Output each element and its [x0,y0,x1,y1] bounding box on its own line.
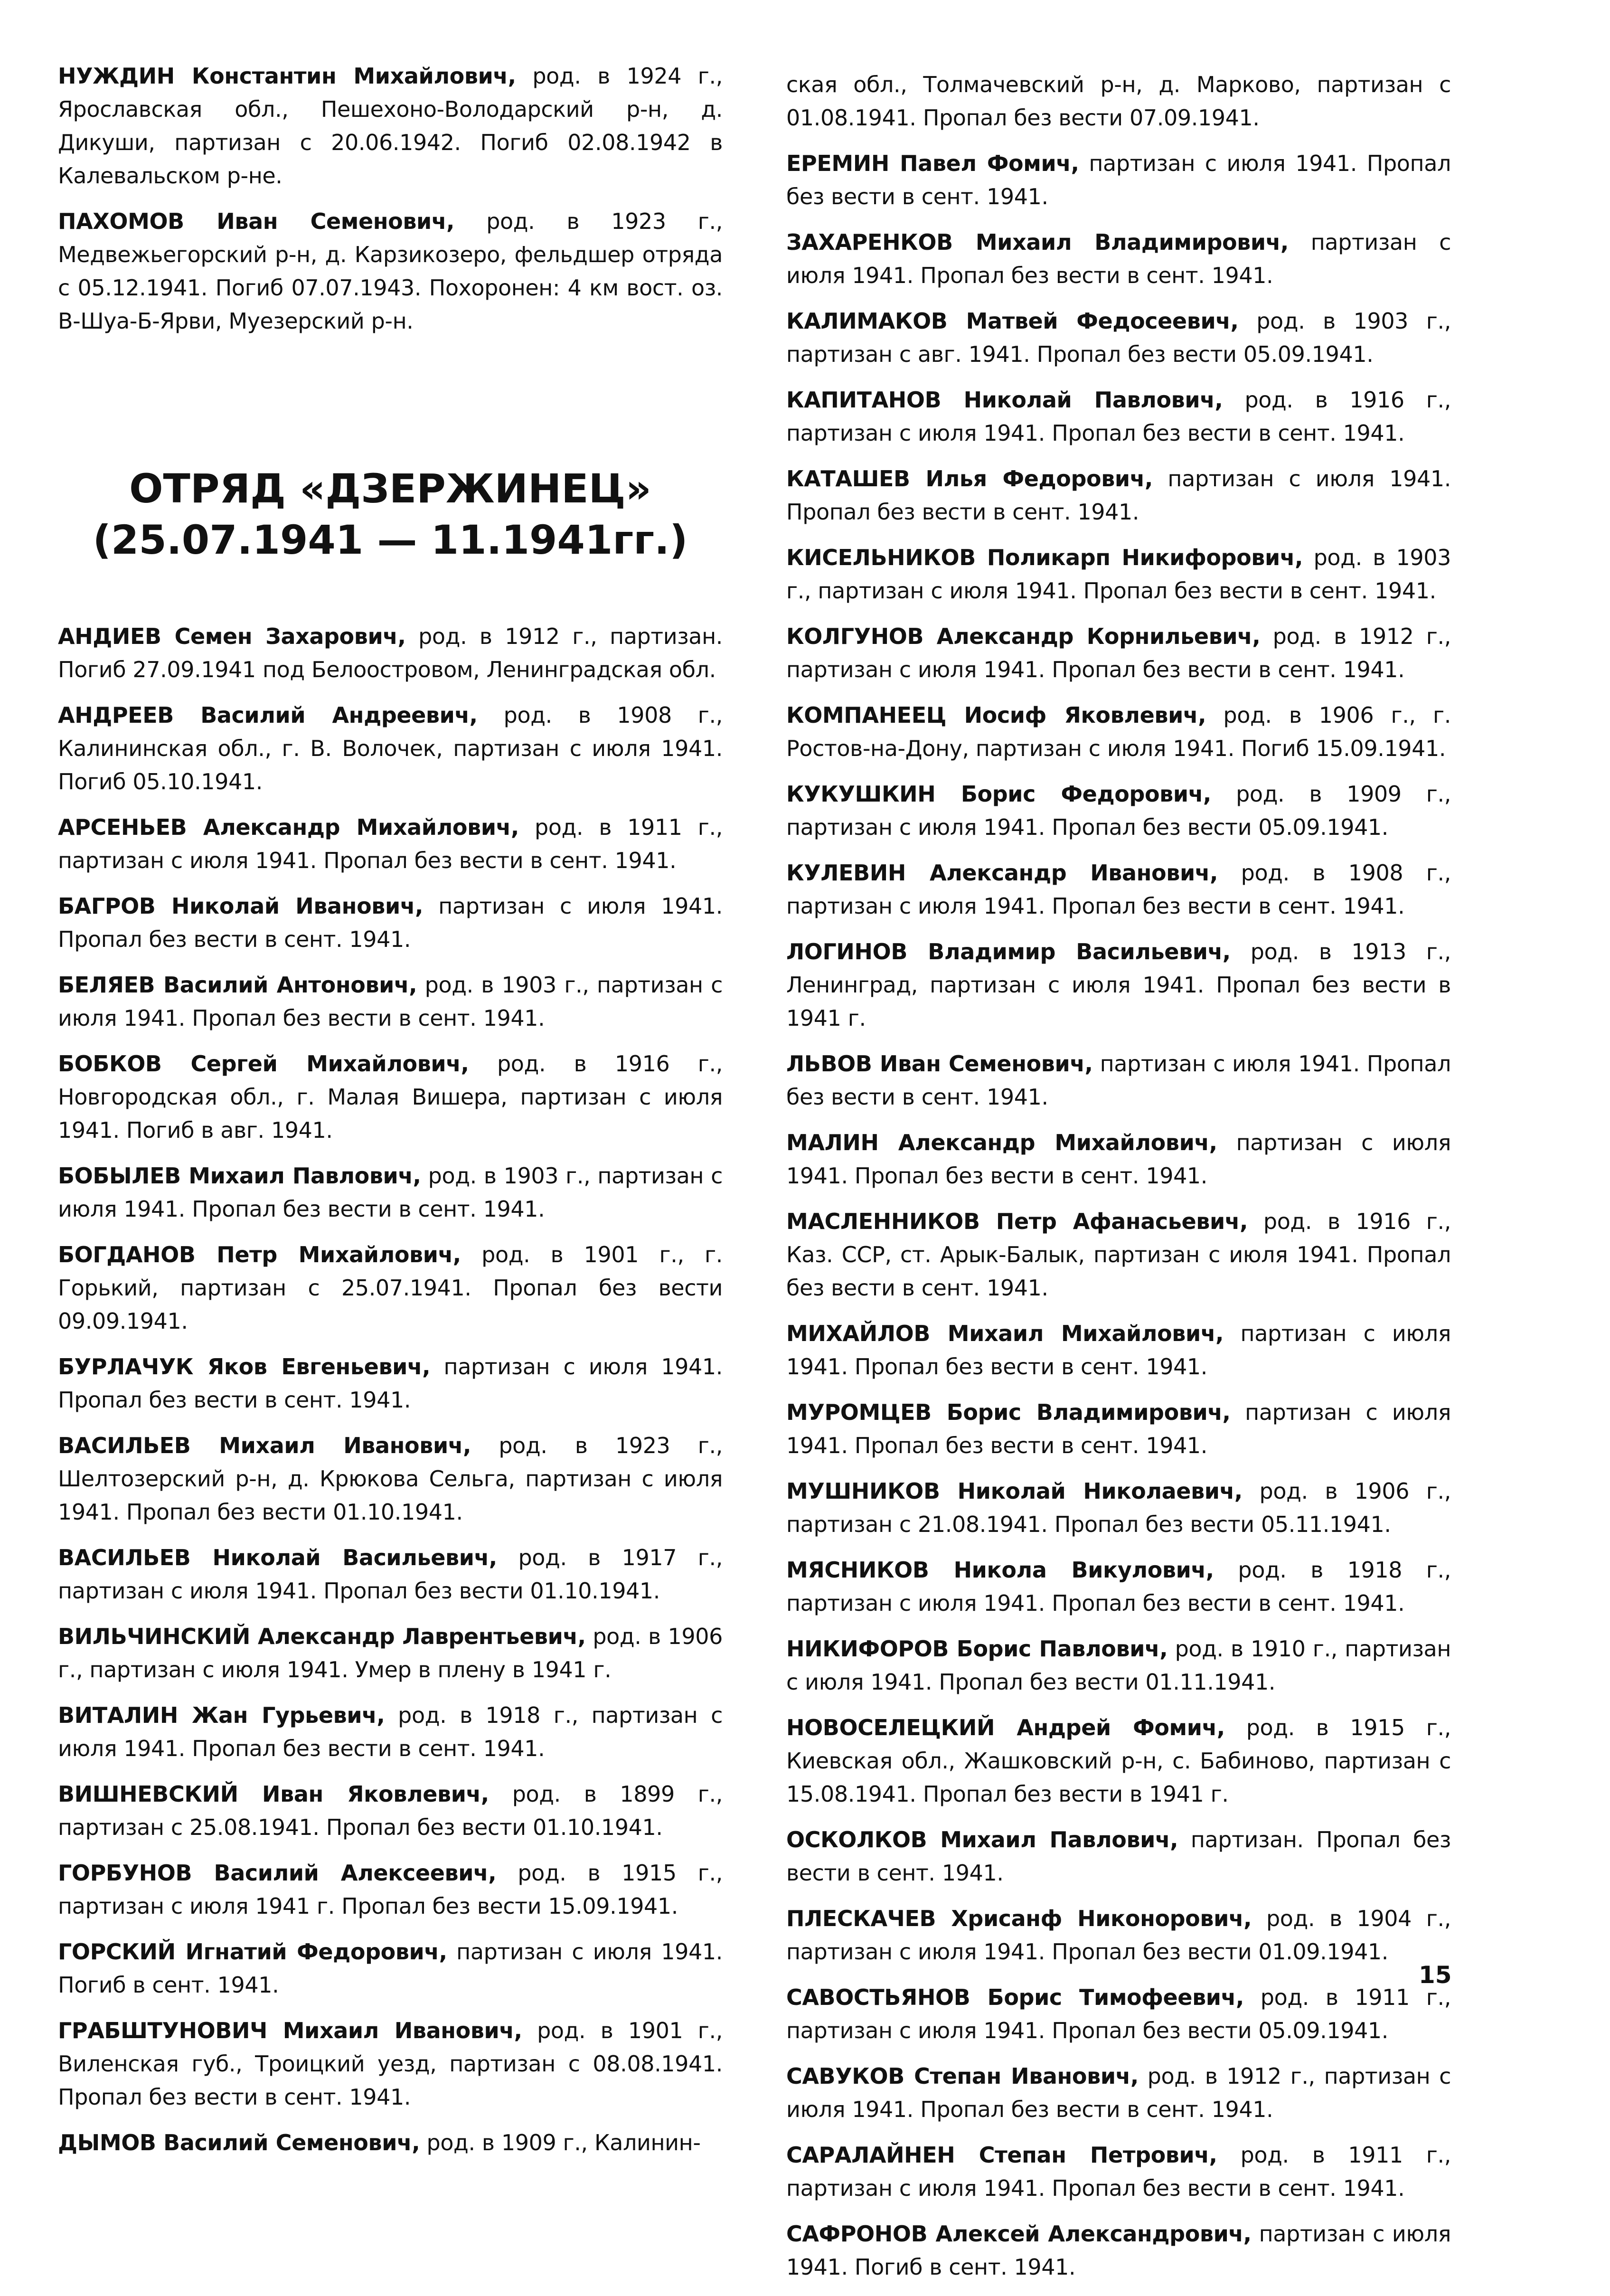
entry-text: партизан с июля 1941. Пропал без вести в сент. 1941. [786,151,1451,209]
section-title-line2: (25.07.1941 — 11.1941гг.) [93,517,688,563]
entry [58,699,723,798]
entry [58,1935,723,2002]
entry-name: АНДРЕЕВ Василий Андреевич, [58,702,478,728]
entry [58,811,723,877]
entry-name: КАПИТАНОВ Николай Павлович, [786,387,1223,413]
entry-name: МУШНИКОВ Николай Николаевич, [786,1478,1243,1504]
entry-name: КАЛИМАКОВ Матвей Федосеевич, [786,308,1239,334]
entry-name: САВОСТЬЯНОВ Борис Тимофеевич, [786,1984,1244,2010]
right-column-entries [786,68,1451,2296]
entry [786,147,1451,213]
entry [786,1474,1451,1541]
entry-text: род. в 1923 г., Шелтозерский р-н, д. Крюкова Сельга, партизан с июля 1941. Пропал без вести 01.10.1941. [58,1433,723,1525]
entry-name: КОЛГУНОВ Александр Корнильевич, [786,624,1261,649]
entry-text: род. в 1910 г., партизан с июля 1941. Пропал без вести 01.11.1941. [786,1636,1451,1695]
entry-name: КУЛЕВИН Александр Иванович, [786,860,1218,886]
entry-text: род. в 1909 г., партизан с июля 1941. Пропал без вести 05.09.1941. [786,781,1451,840]
entry-name: БУРЛАЧУК Яков Евгеньевич, [58,1354,431,1379]
entry [786,1823,1451,1890]
entry-text: партизан с июля 1941. Пропал без вести в сент. 1941. [786,1321,1451,1379]
entry-name: ВИШНЕВСКИЙ Иван Яковлевич, [58,1781,489,1807]
entry-text: род. в 1924 г., Ярославская обл., Пешехоно-Володарский р-н, д. Дикуши, партизан с 20.06.1942. Погиб 02.08.1942 в Калевальском р-не. [58,63,723,189]
entry-name: АРСЕНЬЕВ Александр Михайлович, [58,814,519,840]
entry [786,1553,1451,1620]
entry-name: МИХАЙЛОВ Михаил Михайлович, [786,1321,1224,1346]
entry-name: САВУКОВ Степан Иванович, [786,2063,1139,2089]
entry-text: род. в 1916 г., партизан с июля 1941. Пропал без вести в сент. 1941. [786,387,1451,446]
entry-text: партизан с июля 1941. Пропал без вести в сент. 1941. [786,1051,1451,1110]
entry-name: ВИЛЬЧИНСКИЙ Александр Лаврентьевич, [58,1624,586,1649]
entry-name: САФРОНОВ Алексей Александрович, [786,2221,1252,2247]
entry-text: род. в 1912 г., партизан. Погиб 27.09.1941 под Белоостровом, Ленинградская обл. [58,624,723,682]
entry-name: ВАСИЛЬЕВ Николай Васильевич, [58,1545,497,1570]
top-left-entries [58,59,723,350]
entry [58,968,723,1035]
entry [58,1238,723,1338]
entry [786,1981,1451,2047]
entry [786,856,1451,923]
entry-text: род. в 1916 г., Каз. ССР, ст. Арык-Балык, партизан с июля 1941. Пропал без вести в сент. 1941. [786,1209,1451,1301]
entry [58,2126,723,2159]
entry-name: КИСЕЛЬНИКОВ Поликарп Никифорович, [786,545,1303,570]
entry-name: БОБЫЛЕВ Михаил Павлович, [58,1163,421,1189]
entry-text: род. в 1903 г., партизан с июля 1941. Пропал без вести в сент. 1941. [786,545,1451,604]
entry-name: АНДИЕВ Семен Захарович, [58,624,406,649]
entry [786,2217,1451,2284]
entry-text: род. в 1903 г., партизан с авг. 1941. Пропал без вести 05.09.1941. [786,308,1451,367]
entry [58,620,723,686]
entry-name: НУЖДИН Константин Михайлович, [58,63,516,89]
entry [786,1396,1451,1462]
entry [786,2138,1451,2205]
entry-name: КУКУШКИН Борис Федорович, [786,781,1211,807]
entry-text: род. в 1903 г., партизан с июля 1941. Пропал без вести в сент. 1941. [58,972,723,1031]
entry-text: род. в 1915 г., Киевская обл., Жашковский р-н, с. Бабиново, партизан с 15.08.1941. Пропал без вести в 1941 г. [786,1715,1451,1807]
entry [58,1699,723,1765]
entry [786,2060,1451,2126]
entry-text: партизан с июля 1941. Пропал без вести в сент. 1941. [58,1354,723,1413]
entry-name: ГРАБШТУНОВИЧ Михаил Иванович, [58,2018,522,2043]
entry-name: БЕЛЯЕВ Василий Антонович, [58,972,417,998]
entry-text: род. в 1906 г., г. Ростов-на-Дону, партизан с июля 1941. Погиб 15.09.1941. [786,702,1451,761]
entry [58,1856,723,1923]
entry-text: род. в 1908 г., партизан с июля 1941. Пропал без вести в сент. 1941. [786,860,1451,919]
entry [786,1126,1451,1192]
entry [786,1711,1451,1811]
entry [786,620,1451,686]
entry [58,889,723,956]
entry-text: род. в 1917 г., партизан с июля 1941. Пропал без вести 01.10.1941. [58,1545,723,1604]
entry-text: род. в 1918 г., партизан с июля 1941. Пропал без вести в сент. 1941. [58,1702,723,1761]
entry-name: НИКИФОРОВ Борис Павлович, [786,1636,1168,1662]
entry-name: МАСЛЕННИКОВ Петр Афанасьевич, [786,1209,1248,1234]
entry [58,1777,723,1844]
entry [58,1350,723,1417]
section-title-line1: ОТРЯД «ДЗЕРЖИНЕЦ» [129,465,651,512]
entry-text: род. в 1915 г., партизан с июля 1941 г. Пропал без вести 15.09.1941. [58,1860,723,1919]
entry [786,699,1451,765]
entry-text: партизан с июля 1941. Пропал без вести в сент. 1941. [786,1399,1451,1458]
entry [58,59,723,192]
entry-name: ЗАХАРЕНКОВ Михаил Владимирович, [786,229,1289,255]
entry [786,1205,1451,1304]
entry [786,68,1451,134]
entry-name: ЛОГИНОВ Владимир Васильевич, [786,939,1231,964]
entry-name: МУРОМЦЕВ Борис Владимирович, [786,1399,1231,1425]
entry-text: род. в 1918 г., партизан с июля 1941. Пропал без вести в сент. 1941. [786,1557,1451,1616]
entry-text: род. в 1908 г., Калининская обл., г. В. Волочек, партизан с июля 1941. Погиб 05.10.1941. [58,702,723,794]
entry-name: МЯСНИКОВ Никола Викулович, [786,1557,1214,1583]
entry-text: партизан с июля 1941. Пропал без вести в сент. 1941. [58,893,723,952]
entry-text: род. в 1906 г., партизан с 21.08.1941. Пропал без вести 05.11.1941. [786,1478,1451,1537]
entry-text: партизан с июля 1941. Пропал без вести в сент. 1941. [786,1130,1451,1189]
entry [58,205,723,338]
entry-name: БОГДАНОВ Петр Михайлович, [58,1242,461,1267]
entry-name: НОВОСЕЛЕЦКИЙ Андрей Фомич, [786,1715,1225,1740]
entry [786,304,1451,371]
entry [786,1317,1451,1383]
entry [786,1047,1451,1114]
entry-text: род. в 1913 г., Ленинград, партизан с июля 1941. Пропал без вести в 1941 г. [786,939,1451,1031]
entry-name: ПЛЕСКАЧЕВ Хрисанф Никонорович, [786,1906,1252,1931]
entry-text: род. в 1901 г., г. Горький, партизан с 25.07.1941. Пропал без вести 09.09.1941. [58,1242,723,1334]
entry-name: ПАХОМОВ Иван Семенович, [58,208,455,234]
entry-text: партизан с июля 1941. Погиб в сент. 1941. [58,1939,723,1998]
left-column-entries [58,620,723,2172]
entry-name: САРАЛАЙНЕН Степан Петрович, [786,2142,1217,2168]
entry [58,1541,723,1607]
entry-text: род. в 1911 г., партизан с июля 1941. Пропал без вести в сент. 1941. [58,814,723,873]
entry [58,1159,723,1226]
entry-text: партизан. Пропал без вести в сент. 1941. [786,1827,1451,1886]
entry [786,462,1451,529]
entry-name: ОСКОЛКОВ Михаил Павлович, [786,1827,1178,1852]
entry-text: партизан с июля 1941. Пропал без вести в сент. 1941. [786,466,1451,525]
entry-name: ДЫМОВ Василий Семенович, [58,2130,420,2155]
page-number: 15 [1419,1961,1452,1989]
entry-text: ская обл., Толмачевский р-н, д. Марково, партизан с 01.08.1941. Пропал без вести 07.09.1941. [786,72,1451,131]
entry [58,1620,723,1686]
entry [786,383,1451,450]
entry [58,1429,723,1529]
entry-name: ЛЬВОВ Иван Семенович, [786,1051,1093,1077]
entry-text: род. в 1899 г., партизан с 25.08.1941. Пропал без вести 01.10.1941. [58,1781,723,1840]
entry-name: КАТАШЕВ Илья Федорович, [786,466,1153,491]
entry [786,1632,1451,1699]
entry-name: БОБКОВ Сергей Михайлович, [58,1051,469,1077]
entry [58,1047,723,1147]
entry-name: ГОРБУНОВ Василий Алексеевич, [58,1860,497,1886]
entry-text: род. в 1904 г., партизан с июля 1941. Пропал без вести 01.09.1941. [786,1906,1451,1965]
entry-text: род. в 1911 г., партизан с июля 1941. Пропал без вести 05.09.1941. [786,1984,1451,2043]
entry-name: ГОРСКИЙ Игнатий Федорович, [58,1939,447,1965]
entry-name: ВИТАЛИН Жан Гурьевич, [58,1702,385,1728]
entry-name: МАЛИН Александр Михайлович, [786,1130,1217,1155]
entry-text: род. в 1912 г., партизан с июля 1941. Пропал без вести в сент. 1941. [786,624,1451,682]
entry-text: род. в 1911 г., партизан с июля 1941. Пропал без вести в сент. 1941. [786,2142,1451,2201]
entry [786,777,1451,844]
entry-name: КОМПАНЕЕЦ Иосиф Яковлевич, [786,702,1206,728]
entry-name: ЕРЕМИН Павел Фомич, [786,151,1079,176]
entry-text: род. в 1909 г., Калинин- [420,2130,701,2155]
entry-text: род. в 1906 г., партизан с июля 1941. Умер в плену в 1941 г. [58,1624,723,1682]
entry [786,541,1451,607]
section-title [58,463,723,566]
entry-text: род. в 1916 г., Новгородская обл., г. Малая Вишера, партизан с июля 1941. Погиб в авг. 1941. [58,1051,723,1143]
entry-text: род. в 1912 г., партизан с июля 1941. Пропал без вести в сент. 1941. [786,2063,1451,2122]
entry-text: род. в 1901 г., Виленская губ., Троицкий уезд, партизан с 08.08.1941. Пропал без вести в сент. 1941. [58,2018,723,2110]
entry-text: род. в 1903 г., партизан с июля 1941. Пропал без вести в сент. 1941. [58,1163,723,1222]
entry [786,226,1451,292]
entry-text: партизан с июля 1941. Погиб в сент. 1941. [786,2221,1451,2280]
entry [58,2014,723,2114]
entry [786,1902,1451,1968]
entry [786,935,1451,1035]
entry-name: БАГРОВ Николай Иванович, [58,893,424,919]
entry-name: ВАСИЛЬЕВ Михаил Иванович, [58,1433,471,1458]
entry-text: партизан с июля 1941. Пропал без вести в сент. 1941. [786,229,1451,288]
entry-text: род. в 1923 г., Медвежьегорский р-н, д. Карзикозеро, фельдшер отряда с 05.12.1941. Погиб 07.07.1943. Похоронен: 4 км вост. оз. В-Шуа-Б-Ярви, Муезерский р-н. [58,208,723,334]
